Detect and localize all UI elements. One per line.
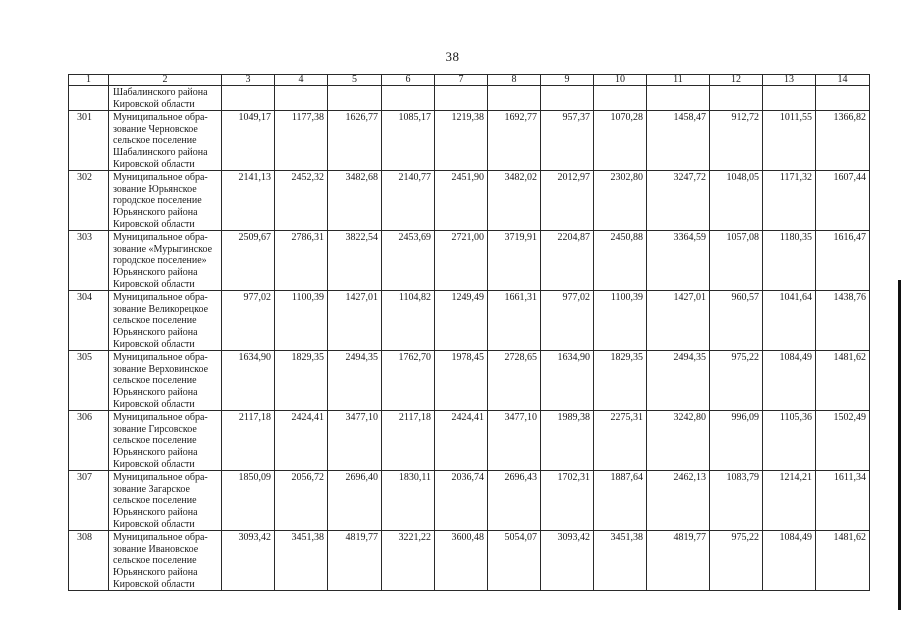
name-line: сельское поселение xyxy=(113,315,197,327)
value-cell: 2453,69 xyxy=(382,231,435,291)
value-cell: 1702,31 xyxy=(541,471,594,531)
continuation-name xyxy=(109,86,222,111)
name-line: Кировской области xyxy=(113,218,195,230)
column-header: 9 xyxy=(541,75,594,86)
column-header: 4 xyxy=(275,75,328,86)
value-cell: 4819,77 xyxy=(328,531,382,591)
name-line: Кировской области xyxy=(113,458,195,470)
table-row xyxy=(69,231,870,291)
value-cell: 1366,82 xyxy=(816,111,870,171)
value-cell: 2450,88 xyxy=(594,231,647,291)
value-cell: 912,72 xyxy=(710,111,763,171)
name-line: Юрьянского района xyxy=(113,266,198,278)
value-cell: 1219,38 xyxy=(435,111,488,171)
value-cell: 1481,62 xyxy=(816,531,870,591)
value-cell: 2275,31 xyxy=(594,411,647,471)
value-cell: 1171,32 xyxy=(763,171,816,231)
scan-edge-mark xyxy=(898,280,901,610)
value-cell: 2721,00 xyxy=(435,231,488,291)
municipality-name xyxy=(109,411,222,471)
column-header: 5 xyxy=(328,75,382,86)
name-line: Кировской области xyxy=(113,398,195,410)
value-cell: 2452,32 xyxy=(275,171,328,231)
value-cell: 1692,77 xyxy=(488,111,541,171)
value-cell: 2141,13 xyxy=(222,171,275,231)
data-table xyxy=(68,74,870,591)
name-line: Кировской области xyxy=(113,158,195,170)
name-line: Юрьянского района xyxy=(113,326,198,338)
continuation-row xyxy=(69,86,870,111)
value-cell: 1989,38 xyxy=(541,411,594,471)
name-line: городское поселение xyxy=(113,195,202,207)
value-cell: 1427,01 xyxy=(647,291,710,351)
value-cell: 1011,55 xyxy=(763,111,816,171)
name-line: Кировской области xyxy=(113,338,195,350)
municipality-name xyxy=(109,351,222,411)
value-cell: 4819,77 xyxy=(647,531,710,591)
municipality-name xyxy=(109,531,222,591)
value-cell: 3093,42 xyxy=(541,531,594,591)
value-cell: 1661,31 xyxy=(488,291,541,351)
column-header: 14 xyxy=(816,75,870,86)
value-cell: 960,57 xyxy=(710,291,763,351)
name-line: Муниципальное обра- xyxy=(113,412,208,424)
column-header: 13 xyxy=(763,75,816,86)
municipality-name xyxy=(109,291,222,351)
value-cell: 1104,82 xyxy=(382,291,435,351)
value-cell: 975,22 xyxy=(710,531,763,591)
value-cell: 2494,35 xyxy=(328,351,382,411)
value-cell: 3600,48 xyxy=(435,531,488,591)
value-cell: 1049,17 xyxy=(222,111,275,171)
name-line: сельское поселение xyxy=(113,435,197,447)
municipality-name xyxy=(109,111,222,171)
table-row xyxy=(69,111,870,171)
name-line: Юрьянского района xyxy=(113,206,198,218)
name-line: Юрьянского района xyxy=(113,506,198,518)
header-row xyxy=(69,75,870,86)
table-row xyxy=(69,291,870,351)
name-line: Муниципальное обра- xyxy=(113,232,208,244)
value-cell: 3364,59 xyxy=(647,231,710,291)
name-line: зование Черновское xyxy=(113,123,198,135)
table-row xyxy=(69,471,870,531)
value-cell: 996,09 xyxy=(710,411,763,471)
page-number: 38 xyxy=(445,49,460,64)
value-cell: 2302,80 xyxy=(594,171,647,231)
column-header: 12 xyxy=(710,75,763,86)
name-line: Шабалинского района xyxy=(113,87,208,98)
value-cell: 1057,08 xyxy=(710,231,763,291)
name-line: зование Юрьянское xyxy=(113,183,197,195)
value-cell: 1611,34 xyxy=(816,471,870,531)
value-cell: 2140,77 xyxy=(382,171,435,231)
value-cell: 2117,18 xyxy=(382,411,435,471)
value-cell: 1180,35 xyxy=(763,231,816,291)
name-line: сельское поселение xyxy=(113,135,197,147)
value-cell: 3221,22 xyxy=(382,531,435,591)
value-cell: 1100,39 xyxy=(594,291,647,351)
name-line: Шабалинского района xyxy=(113,146,208,158)
value-cell: 957,37 xyxy=(541,111,594,171)
value-cell: 3482,02 xyxy=(488,171,541,231)
name-line: Кировской области xyxy=(113,278,195,290)
value-cell: 1850,09 xyxy=(222,471,275,531)
value-cell: 975,22 xyxy=(710,351,763,411)
name-line: Юрьянского района xyxy=(113,446,198,458)
row-number: 307 xyxy=(69,471,109,531)
value-cell: 3482,68 xyxy=(328,171,382,231)
value-cell: 3477,10 xyxy=(328,411,382,471)
column-header: 2 xyxy=(109,75,222,86)
value-cell: 2036,74 xyxy=(435,471,488,531)
column-header: 10 xyxy=(594,75,647,86)
municipality-name xyxy=(109,231,222,291)
value-cell: 1249,49 xyxy=(435,291,488,351)
value-cell: 1048,05 xyxy=(710,171,763,231)
value-cell: 2451,90 xyxy=(435,171,488,231)
table-row xyxy=(69,531,870,591)
value-cell: 977,02 xyxy=(541,291,594,351)
column-header: 7 xyxy=(435,75,488,86)
column-header: 3 xyxy=(222,75,275,86)
value-cell: 3477,10 xyxy=(488,411,541,471)
municipality-name xyxy=(109,171,222,231)
value-cell: 3822,54 xyxy=(328,231,382,291)
value-cell: 1177,38 xyxy=(275,111,328,171)
name-line: Кировской области xyxy=(113,518,195,530)
row-number: 304 xyxy=(69,291,109,351)
value-cell: 1070,28 xyxy=(594,111,647,171)
name-line: Кировской области xyxy=(113,578,195,590)
value-cell: 1438,76 xyxy=(816,291,870,351)
table-row xyxy=(69,351,870,411)
value-cell: 2728,65 xyxy=(488,351,541,411)
value-cell: 1041,64 xyxy=(763,291,816,351)
value-cell: 3093,42 xyxy=(222,531,275,591)
value-cell: 1830,11 xyxy=(382,471,435,531)
name-line: зование Ивановское xyxy=(113,543,199,555)
value-cell: 2786,31 xyxy=(275,231,328,291)
row-number: 308 xyxy=(69,531,109,591)
name-line: Муниципальное обра- xyxy=(113,532,208,544)
value-cell: 5054,07 xyxy=(488,531,541,591)
value-cell: 1084,49 xyxy=(763,531,816,591)
value-cell: 3242,80 xyxy=(647,411,710,471)
value-cell: 1634,90 xyxy=(222,351,275,411)
value-cell: 3247,72 xyxy=(647,171,710,231)
column-header: 11 xyxy=(647,75,710,86)
value-cell: 1634,90 xyxy=(541,351,594,411)
value-cell: 1502,49 xyxy=(816,411,870,471)
name-line: Юрьянского района xyxy=(113,386,198,398)
name-line: зование «Мурыгинское xyxy=(113,243,213,255)
name-line: зование Гирсовское xyxy=(113,423,197,435)
name-line: Юрьянского района xyxy=(113,566,198,578)
value-cell: 1084,49 xyxy=(763,351,816,411)
table-row xyxy=(69,171,870,231)
value-cell: 2424,41 xyxy=(435,411,488,471)
value-cell: 2494,35 xyxy=(647,351,710,411)
value-cell: 1100,39 xyxy=(275,291,328,351)
value-cell: 3719,91 xyxy=(488,231,541,291)
value-cell: 3451,38 xyxy=(275,531,328,591)
row-number: 303 xyxy=(69,231,109,291)
value-cell: 2012,97 xyxy=(541,171,594,231)
name-line: зование Загарское xyxy=(113,483,190,495)
name-line: сельское поселение xyxy=(113,555,197,567)
value-cell: 1887,64 xyxy=(594,471,647,531)
value-cell: 1083,79 xyxy=(710,471,763,531)
value-cell: 1458,47 xyxy=(647,111,710,171)
value-cell: 2204,87 xyxy=(541,231,594,291)
value-cell: 3451,38 xyxy=(594,531,647,591)
value-cell: 1105,36 xyxy=(763,411,816,471)
value-cell: 1481,62 xyxy=(816,351,870,411)
name-line: Муниципальное обра- xyxy=(113,352,208,364)
name-line: сельское поселение xyxy=(113,495,197,507)
value-cell: 2696,43 xyxy=(488,471,541,531)
name-line: Муниципальное обра- xyxy=(113,112,208,124)
value-cell: 1214,21 xyxy=(763,471,816,531)
name-line: зование Верховинское xyxy=(113,363,209,375)
name-line: городское поселение» xyxy=(113,255,207,267)
value-cell: 2462,13 xyxy=(647,471,710,531)
row-number: 301 xyxy=(69,111,109,171)
row-number: 302 xyxy=(69,171,109,231)
value-cell: 1978,45 xyxy=(435,351,488,411)
value-cell: 1762,70 xyxy=(382,351,435,411)
municipality-name xyxy=(109,471,222,531)
name-line: Муниципальное обра- xyxy=(113,472,208,484)
row-number: 305 xyxy=(69,351,109,411)
name-line: зование Великорецкое xyxy=(113,303,209,315)
value-cell: 977,02 xyxy=(222,291,275,351)
value-cell: 1616,47 xyxy=(816,231,870,291)
value-cell: 1085,17 xyxy=(382,111,435,171)
value-cell: 2424,41 xyxy=(275,411,328,471)
value-cell: 2117,18 xyxy=(222,411,275,471)
column-header: 8 xyxy=(488,75,541,86)
name-line: Муниципальное обра- xyxy=(113,172,208,184)
table-row xyxy=(69,411,870,471)
value-cell: 1829,35 xyxy=(594,351,647,411)
name-line: Кировской области xyxy=(113,98,195,110)
column-header: 6 xyxy=(382,75,435,86)
value-cell: 1427,01 xyxy=(328,291,382,351)
value-cell: 1626,77 xyxy=(328,111,382,171)
column-header: 1 xyxy=(69,75,109,86)
value-cell: 2696,40 xyxy=(328,471,382,531)
name-line: сельское поселение xyxy=(113,375,197,387)
value-cell: 1829,35 xyxy=(275,351,328,411)
value-cell: 2509,67 xyxy=(222,231,275,291)
row-number: 306 xyxy=(69,411,109,471)
value-cell: 1607,44 xyxy=(816,171,870,231)
name-line: Муниципальное обра- xyxy=(113,292,208,304)
value-cell: 2056,72 xyxy=(275,471,328,531)
